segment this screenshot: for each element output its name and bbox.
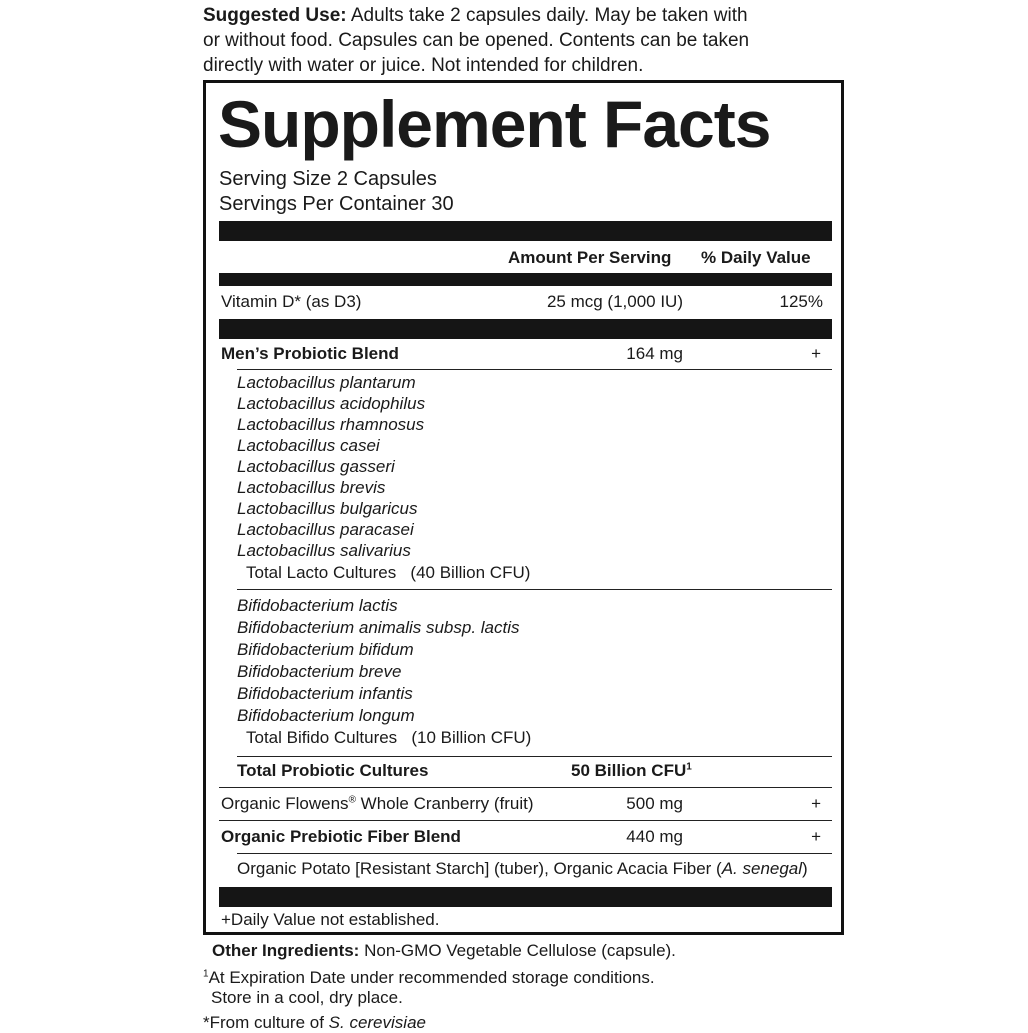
- cranberry-name-a: Organic Flowens: [221, 794, 349, 813]
- bifido-strain: Bifidobacterium infantis: [237, 684, 413, 703]
- rule-fiber-detail-top: [237, 853, 832, 854]
- rule-lacto-top: [237, 369, 832, 370]
- other-ingredients-label: Other Ingredients:: [212, 941, 360, 960]
- cranberry-name: [221, 794, 534, 814]
- footnote-2-species: S. cerevisiae: [328, 1013, 426, 1032]
- col-dv-header: % Daily Value: [701, 248, 811, 267]
- lacto-total: Total Lacto Cultures (40 Billion CFU): [246, 563, 531, 582]
- fiber-detail: [237, 859, 808, 879]
- footnote-1-line2: Store in a cool, dry place.: [211, 988, 403, 1007]
- lacto-strain: Lactobacillus paracasei: [237, 520, 414, 539]
- facts-title: Supplement Facts: [218, 87, 771, 161]
- thick-bar-2: [219, 273, 832, 286]
- suggested-use-label: Suggested Use:: [203, 5, 347, 26]
- bifido-strain: Bifidobacterium bifidum: [237, 640, 414, 659]
- fiber-amount: 440 mg: [626, 827, 683, 846]
- rule-fiber-top: [219, 820, 832, 821]
- bifido-strain: Bifidobacterium animalis subsp. lactis: [237, 618, 520, 637]
- thick-bar-1: [219, 221, 832, 241]
- cranberry-name-b: Whole Cranberry (fruit): [355, 794, 534, 813]
- cranberry-amount: 500 mg: [626, 794, 683, 813]
- total-probiotic-amount-wrap: [571, 761, 692, 781]
- suggested-use-text: Adults take 2 capsules daily. May be taken with: [346, 5, 748, 26]
- lacto-strain: Lactobacillus salivarius: [237, 541, 411, 560]
- rule-total-probiotic-top: [237, 756, 832, 757]
- bifido-strain: Bifidobacterium longum: [237, 706, 415, 725]
- fiber-detail-c: ): [802, 859, 808, 878]
- footnote-1-text: At Expiration Date under recommended storage conditions.: [208, 968, 655, 987]
- total-probiotic-amount: 50 Billion CFU: [571, 761, 687, 780]
- vitamin-d-name: Vitamin D* (as D3): [221, 292, 362, 311]
- servings-per-container: Servings Per Container 30: [219, 193, 454, 215]
- suggested-use-line1: [203, 3, 748, 28]
- dv-note: +Daily Value not established.: [221, 910, 440, 929]
- serving-size: Serving Size 2 Capsules: [219, 168, 437, 190]
- lacto-strain: Lactobacillus casei: [237, 436, 380, 455]
- thick-bar-4: [219, 887, 832, 907]
- mens-blend-dv: +: [811, 344, 821, 363]
- thick-bar-3: [219, 319, 832, 339]
- rule-bifido-top: [237, 589, 832, 590]
- lacto-strain: Lactobacillus bulgaricus: [237, 499, 418, 518]
- mens-blend-amount: 164 mg: [626, 344, 683, 363]
- rule-cranberry-top: [219, 787, 832, 788]
- total-probiotic-name: Total Probiotic Cultures: [237, 761, 429, 780]
- bifido-strain: Bifidobacterium breve: [237, 662, 402, 681]
- bifido-total: Total Bifido Cultures (10 Billion CFU): [246, 728, 532, 747]
- fiber-dv: +: [811, 827, 821, 846]
- footnote-2-text: *From culture of: [203, 1013, 329, 1032]
- footnote-1-line1: [203, 968, 655, 988]
- footnote-ref: 1: [686, 761, 692, 773]
- fiber-detail-a: Organic Potato [Resistant Starch] (tuber), Organic Acacia Fiber (: [237, 859, 722, 878]
- mens-blend-name: Men’s Probiotic Blend: [221, 344, 399, 363]
- lacto-strain: Lactobacillus rhamnosus: [237, 415, 425, 434]
- other-ingredients: [212, 941, 676, 961]
- lacto-strain: Lactobacillus gasseri: [237, 457, 395, 476]
- vitamin-d-amount: 25 mcg (1,000 IU): [546, 292, 683, 311]
- col-amount-header: Amount Per Serving: [508, 248, 672, 267]
- fiber-detail-species: A. senegal: [721, 859, 803, 878]
- bifido-strain: Bifidobacterium lactis: [237, 596, 398, 615]
- lacto-strain: Lactobacillus acidophilus: [237, 394, 426, 413]
- registered-mark: ®: [348, 794, 356, 806]
- footnote-1-marker: 1: [203, 968, 209, 980]
- other-ingredients-text: Non-GMO Vegetable Cellulose (capsule).: [359, 941, 676, 960]
- fiber-name: Organic Prebiotic Fiber Blend: [221, 827, 461, 846]
- lacto-strain: Lactobacillus brevis: [237, 478, 386, 497]
- cranberry-dv: +: [811, 794, 821, 813]
- vitamin-d-dv: 125%: [779, 292, 823, 311]
- suggested-use-line2: or without food. Capsules can be opened. Contents can be taken: [203, 30, 750, 51]
- suggested-use-line3: directly with water or juice. Not intended for children.: [203, 55, 644, 76]
- lacto-strain: Lactobacillus plantarum: [237, 373, 416, 392]
- footnote-2: [203, 1013, 426, 1033]
